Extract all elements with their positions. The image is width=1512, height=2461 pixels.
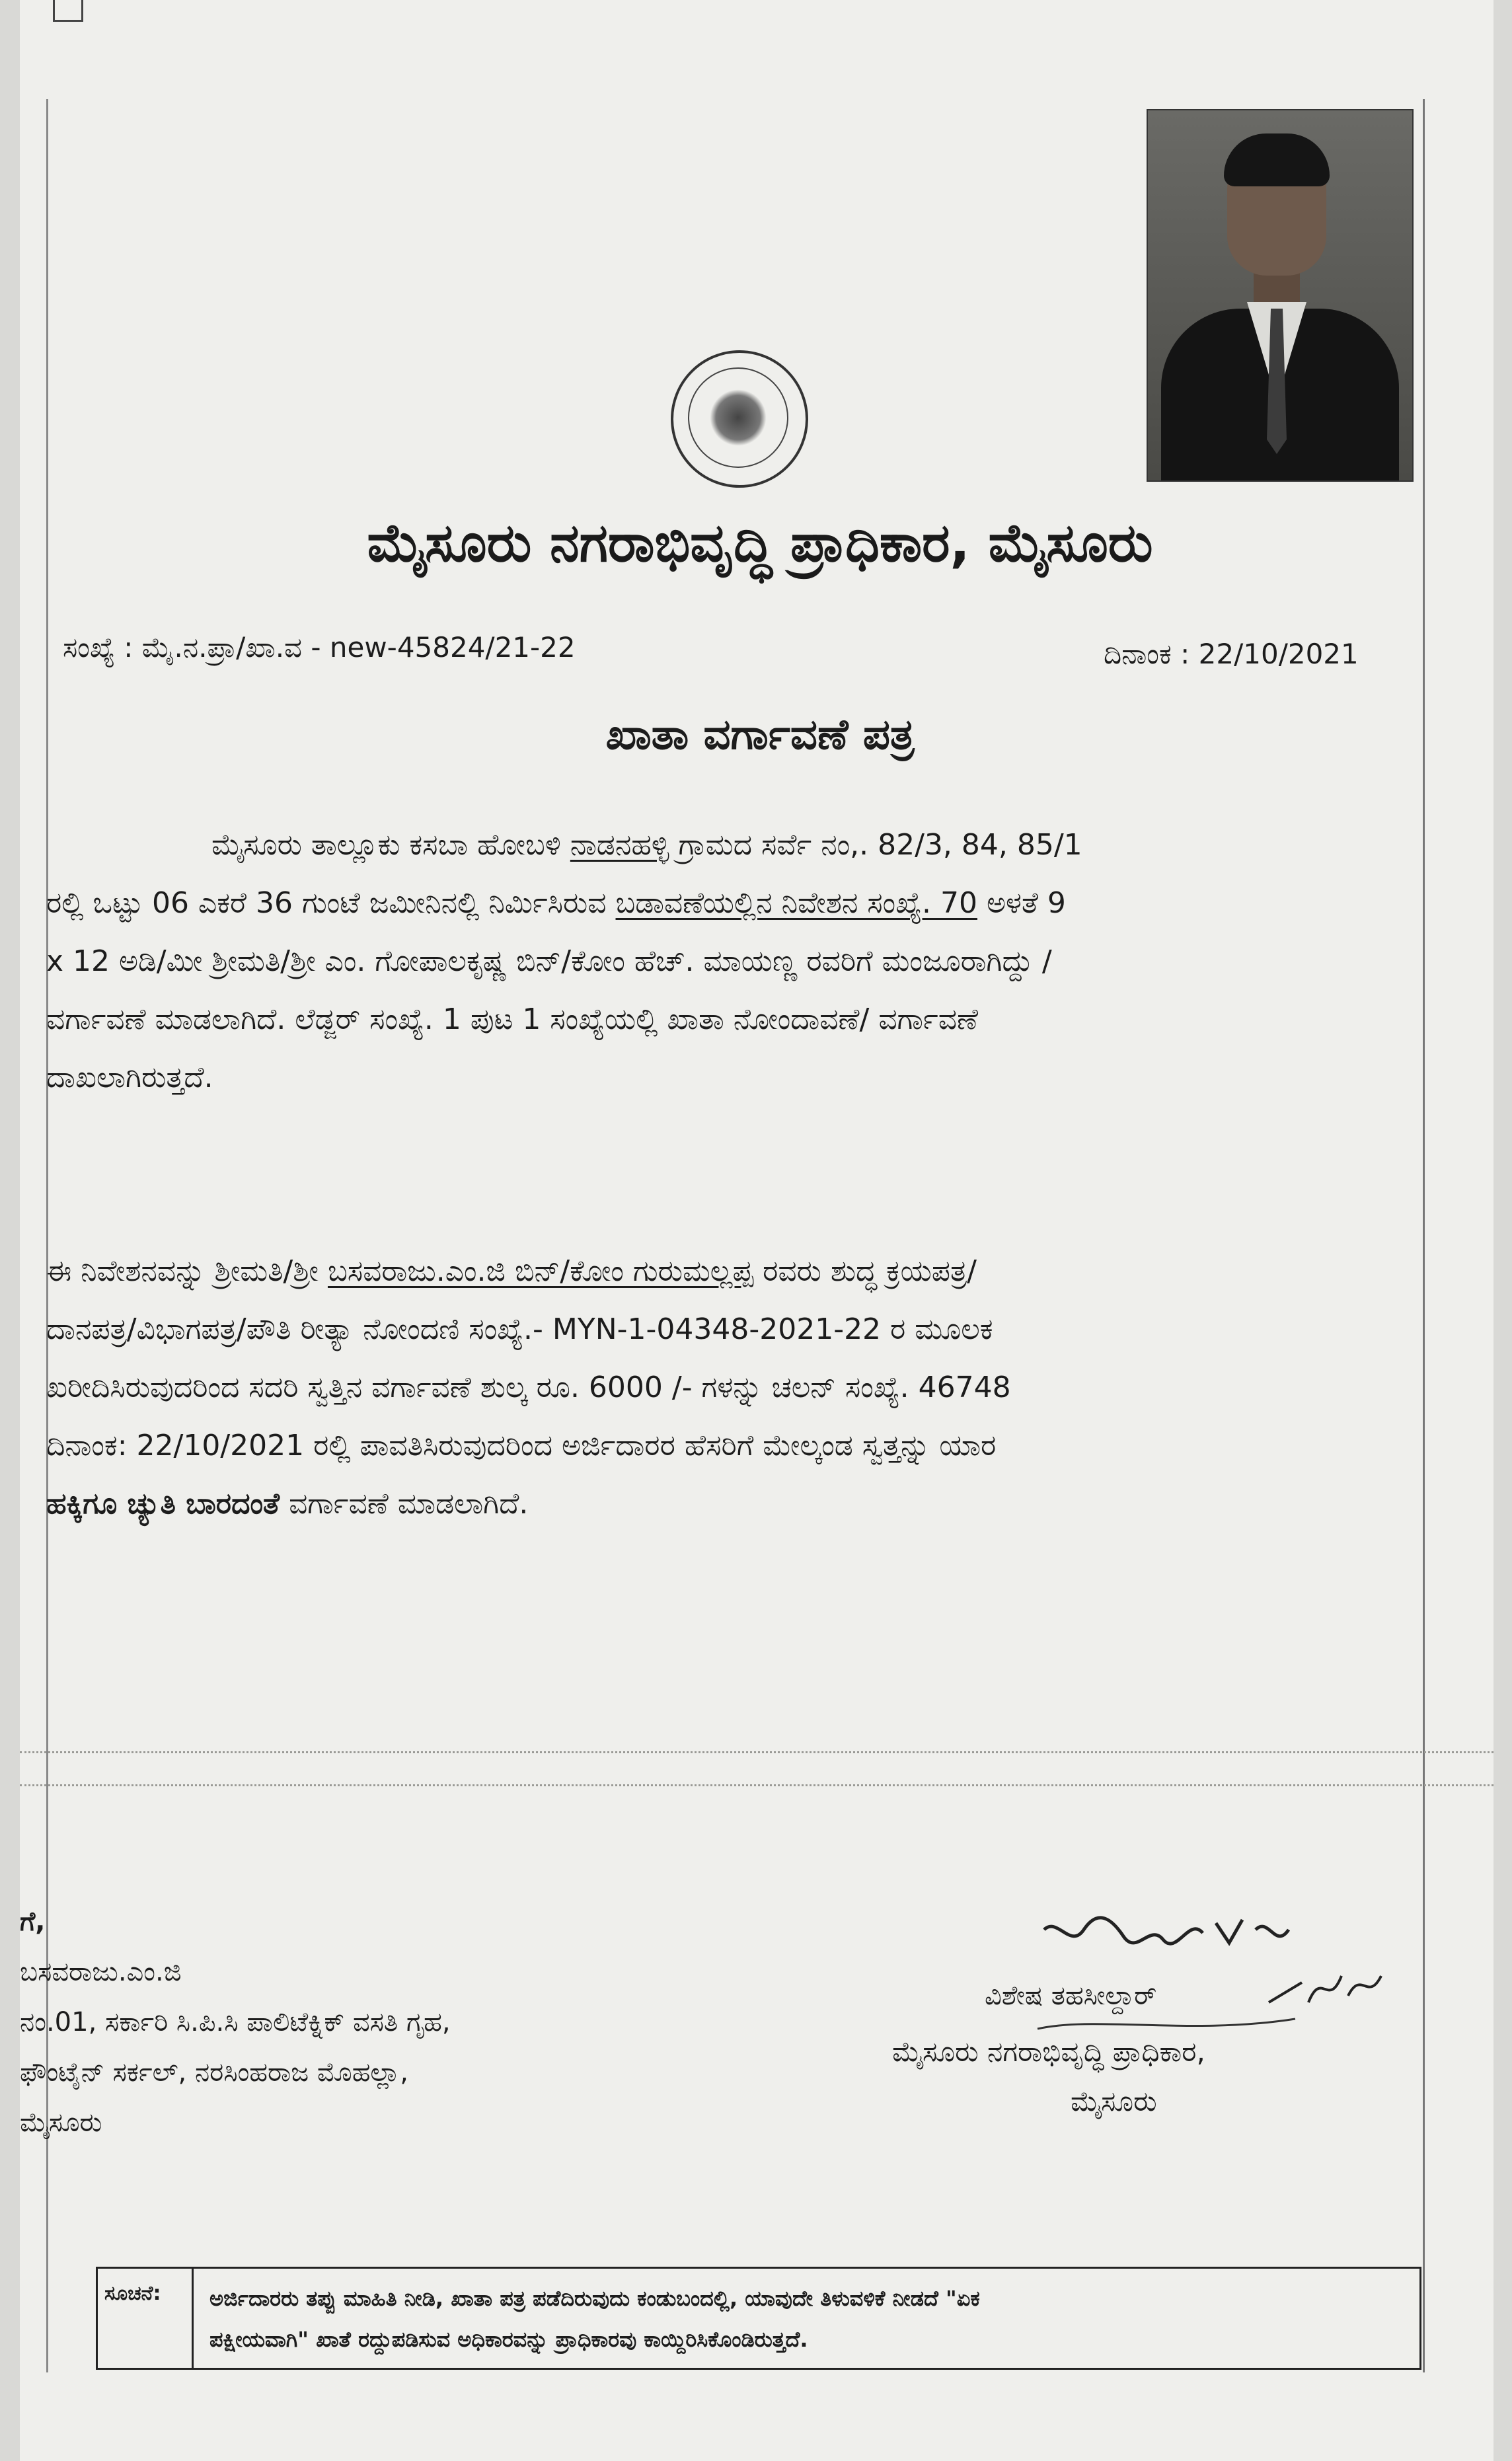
document-heading: ಖಾತಾ ವರ್ಗಾವಣೆ ಪತ್ರ xyxy=(605,710,915,759)
paragraph-line: x 12 ಅಡಿ/ಮೀ ಶ್ರೀಮತಿ/ಶ್ರೀ ಎಂ. ಗೋಪಾಲಕೃಷ್ಣ ಬಿನ್/ಕೋಂ ಹೆಚ್. ಮಾಯಣ್ಣ ರವರಿಗೆ ಮಂಜೂರಾಗಿದ್ದು / xyxy=(46,944,1052,978)
village-name: ನಾಡನಹಳ್ಳಿ xyxy=(570,828,669,862)
notice-line: ಪಕ್ಷೀಯವಾಗಿ" ಖಾತೆ ರದ್ದುಪಡಿಸುವ ಅಧಿಕಾರವನ್ನು ಪ್ರಾಧಿಕಾರವು ಕಾಯ್ದಿರಿಸಿಕೊಂಡಿರುತ್ತದೆ. xyxy=(209,2327,808,2352)
site-number: ಬಡಾವಣೆಯಲ್ಲಿನ ನಿವೇಶನ ಸಂಖ್ಯೆ. 70 xyxy=(615,886,977,920)
text-span: ಗ್ರಾಮದ ಸರ್ವೆ ನಂ,. 82/3, 84, 85/1 xyxy=(669,828,1082,862)
paragraph-line xyxy=(46,1475,1394,1533)
paragraph-line xyxy=(46,1242,1394,1301)
issue-date: ದಿನಾಂಕ : 22/10/2021 xyxy=(1104,638,1359,670)
address-line: ನಂ.01, ಸರ್ಕಾರಿ ಸಿ.ಪಿ.ಸಿ ಪಾಲಿಟೆಕ್ನಿಕ್ ವಸತಿ ಗೃಹ, xyxy=(20,2007,451,2037)
address-salutation: ಗೆ, xyxy=(20,1907,46,1937)
paragraph-line xyxy=(46,816,1401,874)
text-span: ರವರು ಶುದ್ಧ ಕ್ರಯಪತ್ರ/ xyxy=(753,1254,977,1288)
divider xyxy=(20,1751,1493,1753)
address-city: ಮೈಸೂರು xyxy=(20,2107,102,2138)
page-title: ಮೈಸೂರು ನಗರಾಭಿವೃದ್ಧಿ ಪ್ರಾಧಿಕಾರ, ಮೈಸೂರು xyxy=(367,512,1153,574)
applicant-photo xyxy=(1147,109,1414,482)
address-line: ಫೌಂಟೈನ್ ಸರ್ಕಲ್, ನರಸಿಂಹರಾಜ ಮೊಹಲ್ಲಾ, xyxy=(20,2057,408,2088)
paragraph-line: ದಾನಪತ್ರ/ವಿಭಾಗಪತ್ರ/ಪೌತಿ ರೀತ್ಯಾ ನೋಂದಣಿ ಸಂಖ್ಯೆ.- MYN-1-04348-2021-22 ರ ಮೂಲಕ xyxy=(46,1312,993,1346)
staple-mark xyxy=(53,0,83,22)
paragraph-line: ವರ್ಗಾವಣೆ ಮಾಡಲಾಗಿದೆ. ಲೆಡ್ಜರ್ ಸಂಖ್ಯೆ. 1 ಪುಟ 1 ಸಂಖ್ಯೆಯಲ್ಲಿ ಖಾತಾ ನೋಂದಾವಣೆ/ ವರ್ಗಾವಣೆ xyxy=(46,1003,978,1036)
notice-box xyxy=(96,2267,1421,2370)
notice-line: ಅರ್ಜಿದಾರರು ತಪ್ಪು ಮಾಹಿತಿ ನೀಡಿ, ಖಾತಾ ಪತ್ರ ಪಡೆದಿರುವುದು ಕಂಡುಬಂದಲ್ಲಿ, ಯಾವುದೇ ತಿಳುವಳಿಕೆ ನೀಡದೆ "ಏಕ xyxy=(209,2286,980,2311)
text-span: ಅಳತೆ 9 xyxy=(977,886,1066,920)
transfer-paragraph-1 xyxy=(46,816,1401,1107)
paragraph-line: ದಾಖಲಾಗಿರುತ್ತದೆ. xyxy=(46,1061,213,1094)
reference-number: ಸಂಖ್ಯೆ : ಮೈ.ನ.ಪ್ರಾ/ಖಾ.ವ - new-45824/21-22 xyxy=(63,631,576,663)
text-span: ವರ್ಗಾವಣೆ ಮಾಡಲಾಗಿದೆ. xyxy=(280,1487,529,1521)
new-owner-name: ಬಸವರಾಜು.ಎಂ.ಜಿ ಬಿನ್/ಕೋಂ ಗುರುಮಲ್ಲಪ್ಪ xyxy=(327,1254,754,1288)
recipient-address xyxy=(20,1897,451,2148)
signatory-title: ವಿಶೇಷ ತಹಸೀಲ್ದಾರ್ xyxy=(985,1981,1157,2011)
notice-text xyxy=(194,2269,1419,2368)
text-span: ಮೈಸೂರು ತಾಲ್ಲೂಕು ಕಸಬಾ ಹೋಬಳಿ xyxy=(211,828,570,862)
text-span: ರಲ್ಲಿ ಒಟ್ಟು 06 ಎಕರೆ 36 ಗುಂಟೆ ಜಮೀನಿನಲ್ಲಿ ನಿರ್ಮಿಸಿರುವ xyxy=(46,886,616,920)
notice-label: ಸೂಚನೆ: xyxy=(98,2269,194,2368)
authority-seal-icon xyxy=(671,350,808,488)
signatory-organization: ಮೈಸೂರು ನಗರಾಭಿವೃದ್ಧಿ ಪ್ರಾಧಿಕಾರ, xyxy=(892,2035,1205,2068)
paragraph-line xyxy=(46,874,1401,932)
signatory-city: ಮೈಸೂರು xyxy=(1071,2085,1157,2117)
paragraph-line: ದಿನಾಂಕ: 22/10/2021 ರಲ್ಲಿ ಪಾವತಿಸಿರುವುದರಿಂದ ಅರ್ಜಿದಾರರ ಹೆಸರಿಗೆ ಮೇಲ್ಕಂಡ ಸ್ವತ್ತನ್ನು ಯಾರ xyxy=(46,1429,997,1462)
recipient-name: ಬಸವರಾಜು.ಎಂ.ಜಿ xyxy=(20,1957,182,1987)
text-span: ಈ ನಿವೇಶನವನ್ನು ಶ್ರೀಮತಿ/ಶ್ರೀ xyxy=(46,1254,328,1288)
document-page xyxy=(20,0,1493,2461)
paragraph-line: ಖರೀದಿಸಿರುವುದರಿಂದ ಸದರಿ ಸ್ವತ್ತಿನ ವರ್ಗಾವಣೆ ಶುಲ್ಕ ರೂ. 6000 /- ಗಳನ್ನು ಚಲನ್ ಸಂಖ್ಯೆ. 46748 xyxy=(46,1371,1011,1404)
text-span: ಹಕ್ಕಿಗೂ ಚ್ಯುತಿ ಬಾರದಂತೆ xyxy=(46,1487,280,1521)
divider xyxy=(20,1784,1493,1786)
transfer-paragraph-2 xyxy=(46,1242,1394,1533)
signature-block xyxy=(879,1903,1421,2181)
